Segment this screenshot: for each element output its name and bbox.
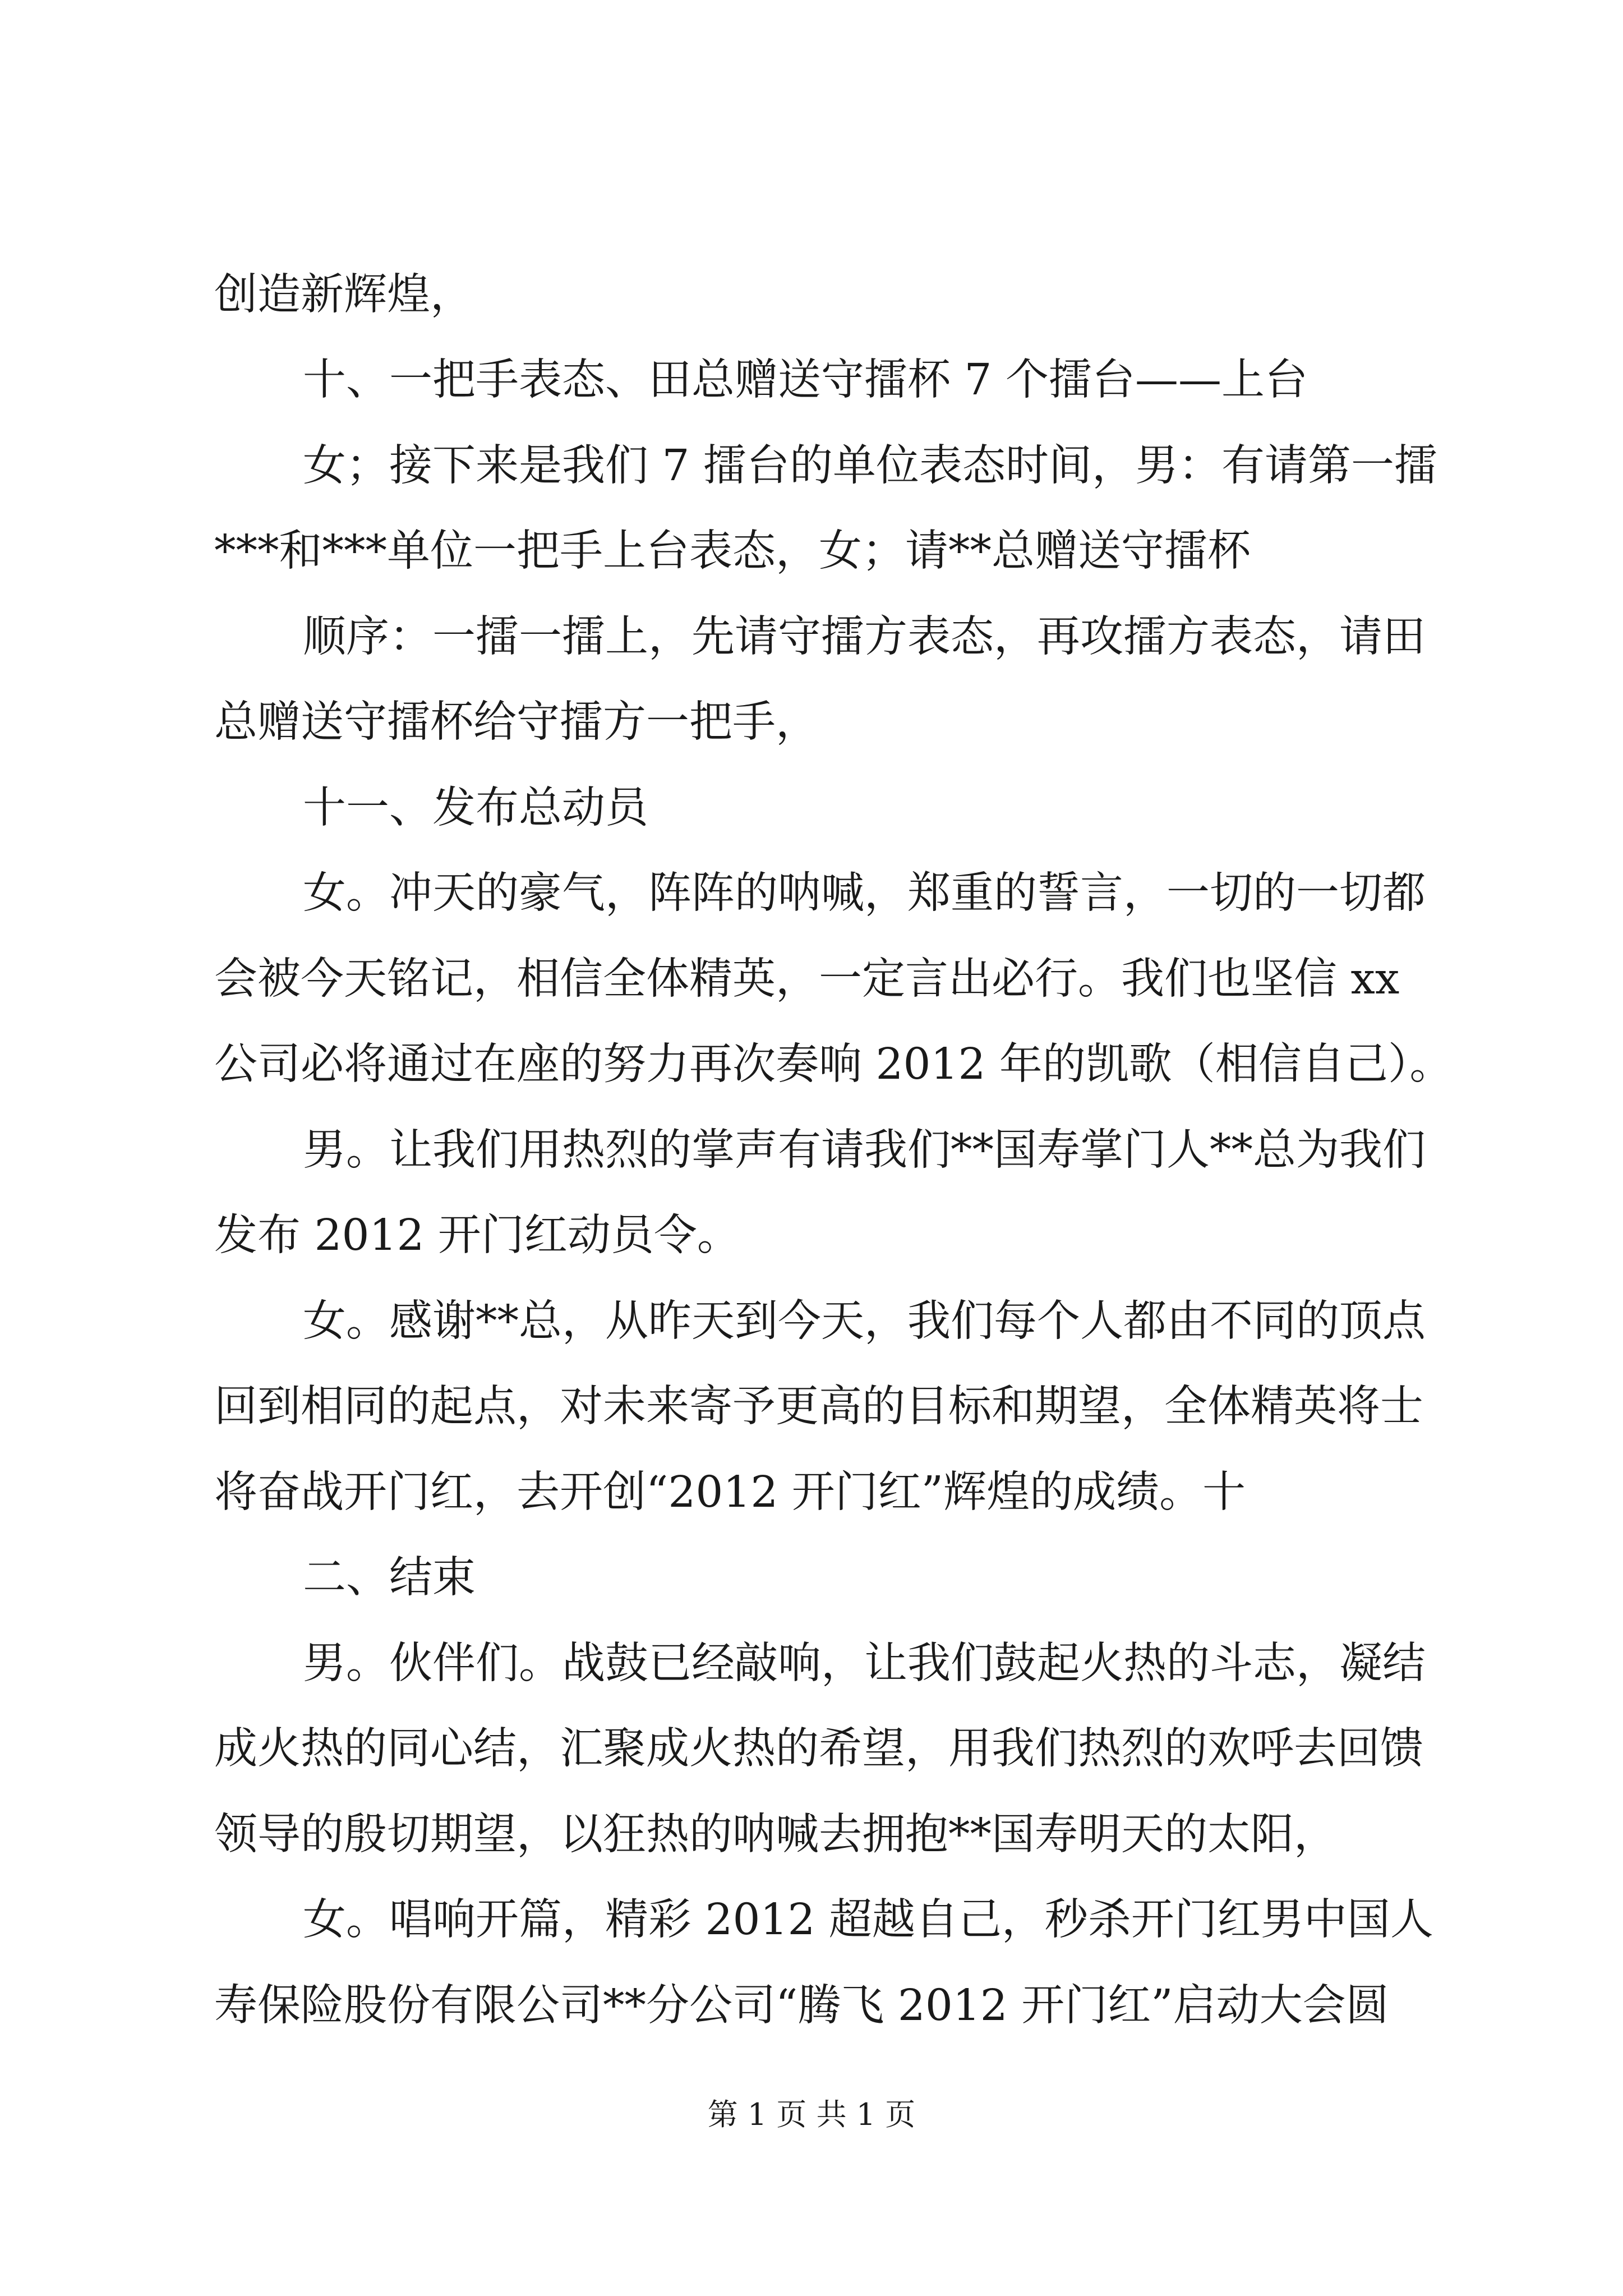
text-line-20: 女。唱响开篇，精彩 2012 超越自己，秒杀开门红男中国人 (303, 1895, 1433, 1945)
text-line-15: 将奋战开门红，去开创“2012 开门红”辉煌的成绩。十 (214, 1467, 1246, 1517)
text-line-2: 十、一把手表态、田总赠送守擂杯 7 个擂台——上台 (303, 355, 1308, 405)
text-line-14: 回到相同的起点，对未来寄予更高的目标和期望，全体精英将士 (214, 1382, 1423, 1432)
text-line-18: 成火热的同心结，汇聚成火热的希望，用我们热烈的欢呼去回馈 (214, 1724, 1423, 1774)
text-line-7: 十一、发布总动员 (303, 783, 648, 833)
text-line-13: 女。感谢**总，从昨天到今天，我们每个人都由不同的顶点 (303, 1296, 1426, 1346)
text-line-11: 男。让我们用热烈的掌声有请我们**国寿掌门人**总为我们 (303, 1125, 1426, 1175)
text-line-8: 女。冲天的豪气，阵阵的呐喊，郑重的誓言，一切的一切都 (303, 868, 1426, 918)
text-line-16: 二、结束 (303, 1553, 476, 1603)
text-line-10: 公司必将通过在座的努力再次奏响 2012 年的凯歌（相信自己）。 (214, 1039, 1453, 1089)
page-footer: 第 1 页 共 1 页 (707, 2097, 916, 2132)
text-line-21: 寿保险股份有限公司**分公司“腾飞 2012 开门红”启动大会圆 (214, 1981, 1389, 2031)
text-line-9: 会被今天铭记，相信全体精英，一定言出必行。我们也坚信 xx (214, 954, 1400, 1004)
text-line-3: 女；接下来是我们 7 擂台的单位表态时间，男：有请第一擂 (303, 441, 1437, 491)
text-line-17: 男。伙伴们。战鼓已经敲响，让我们鼓起火热的斗志，凝结 (303, 1639, 1426, 1688)
text-line-12: 发布 2012 开门红动员令。 (214, 1211, 740, 1260)
text-line-4: ***和***单位一把手上台表态，女；请**总赠送守擂杯 (214, 526, 1251, 576)
text-line-6: 总赠送守擂杯给守擂方一把手， (214, 697, 819, 747)
text-line-19: 领导的殷切期望，以狂热的呐喊去拥抱**国寿明天的太阳， (214, 1810, 1337, 1860)
text-line-1: 创造新辉煌， (214, 270, 473, 320)
text-line-5: 顺序：一擂一擂上，先请守擂方表态，再攻擂方表态，请田 (303, 612, 1426, 662)
